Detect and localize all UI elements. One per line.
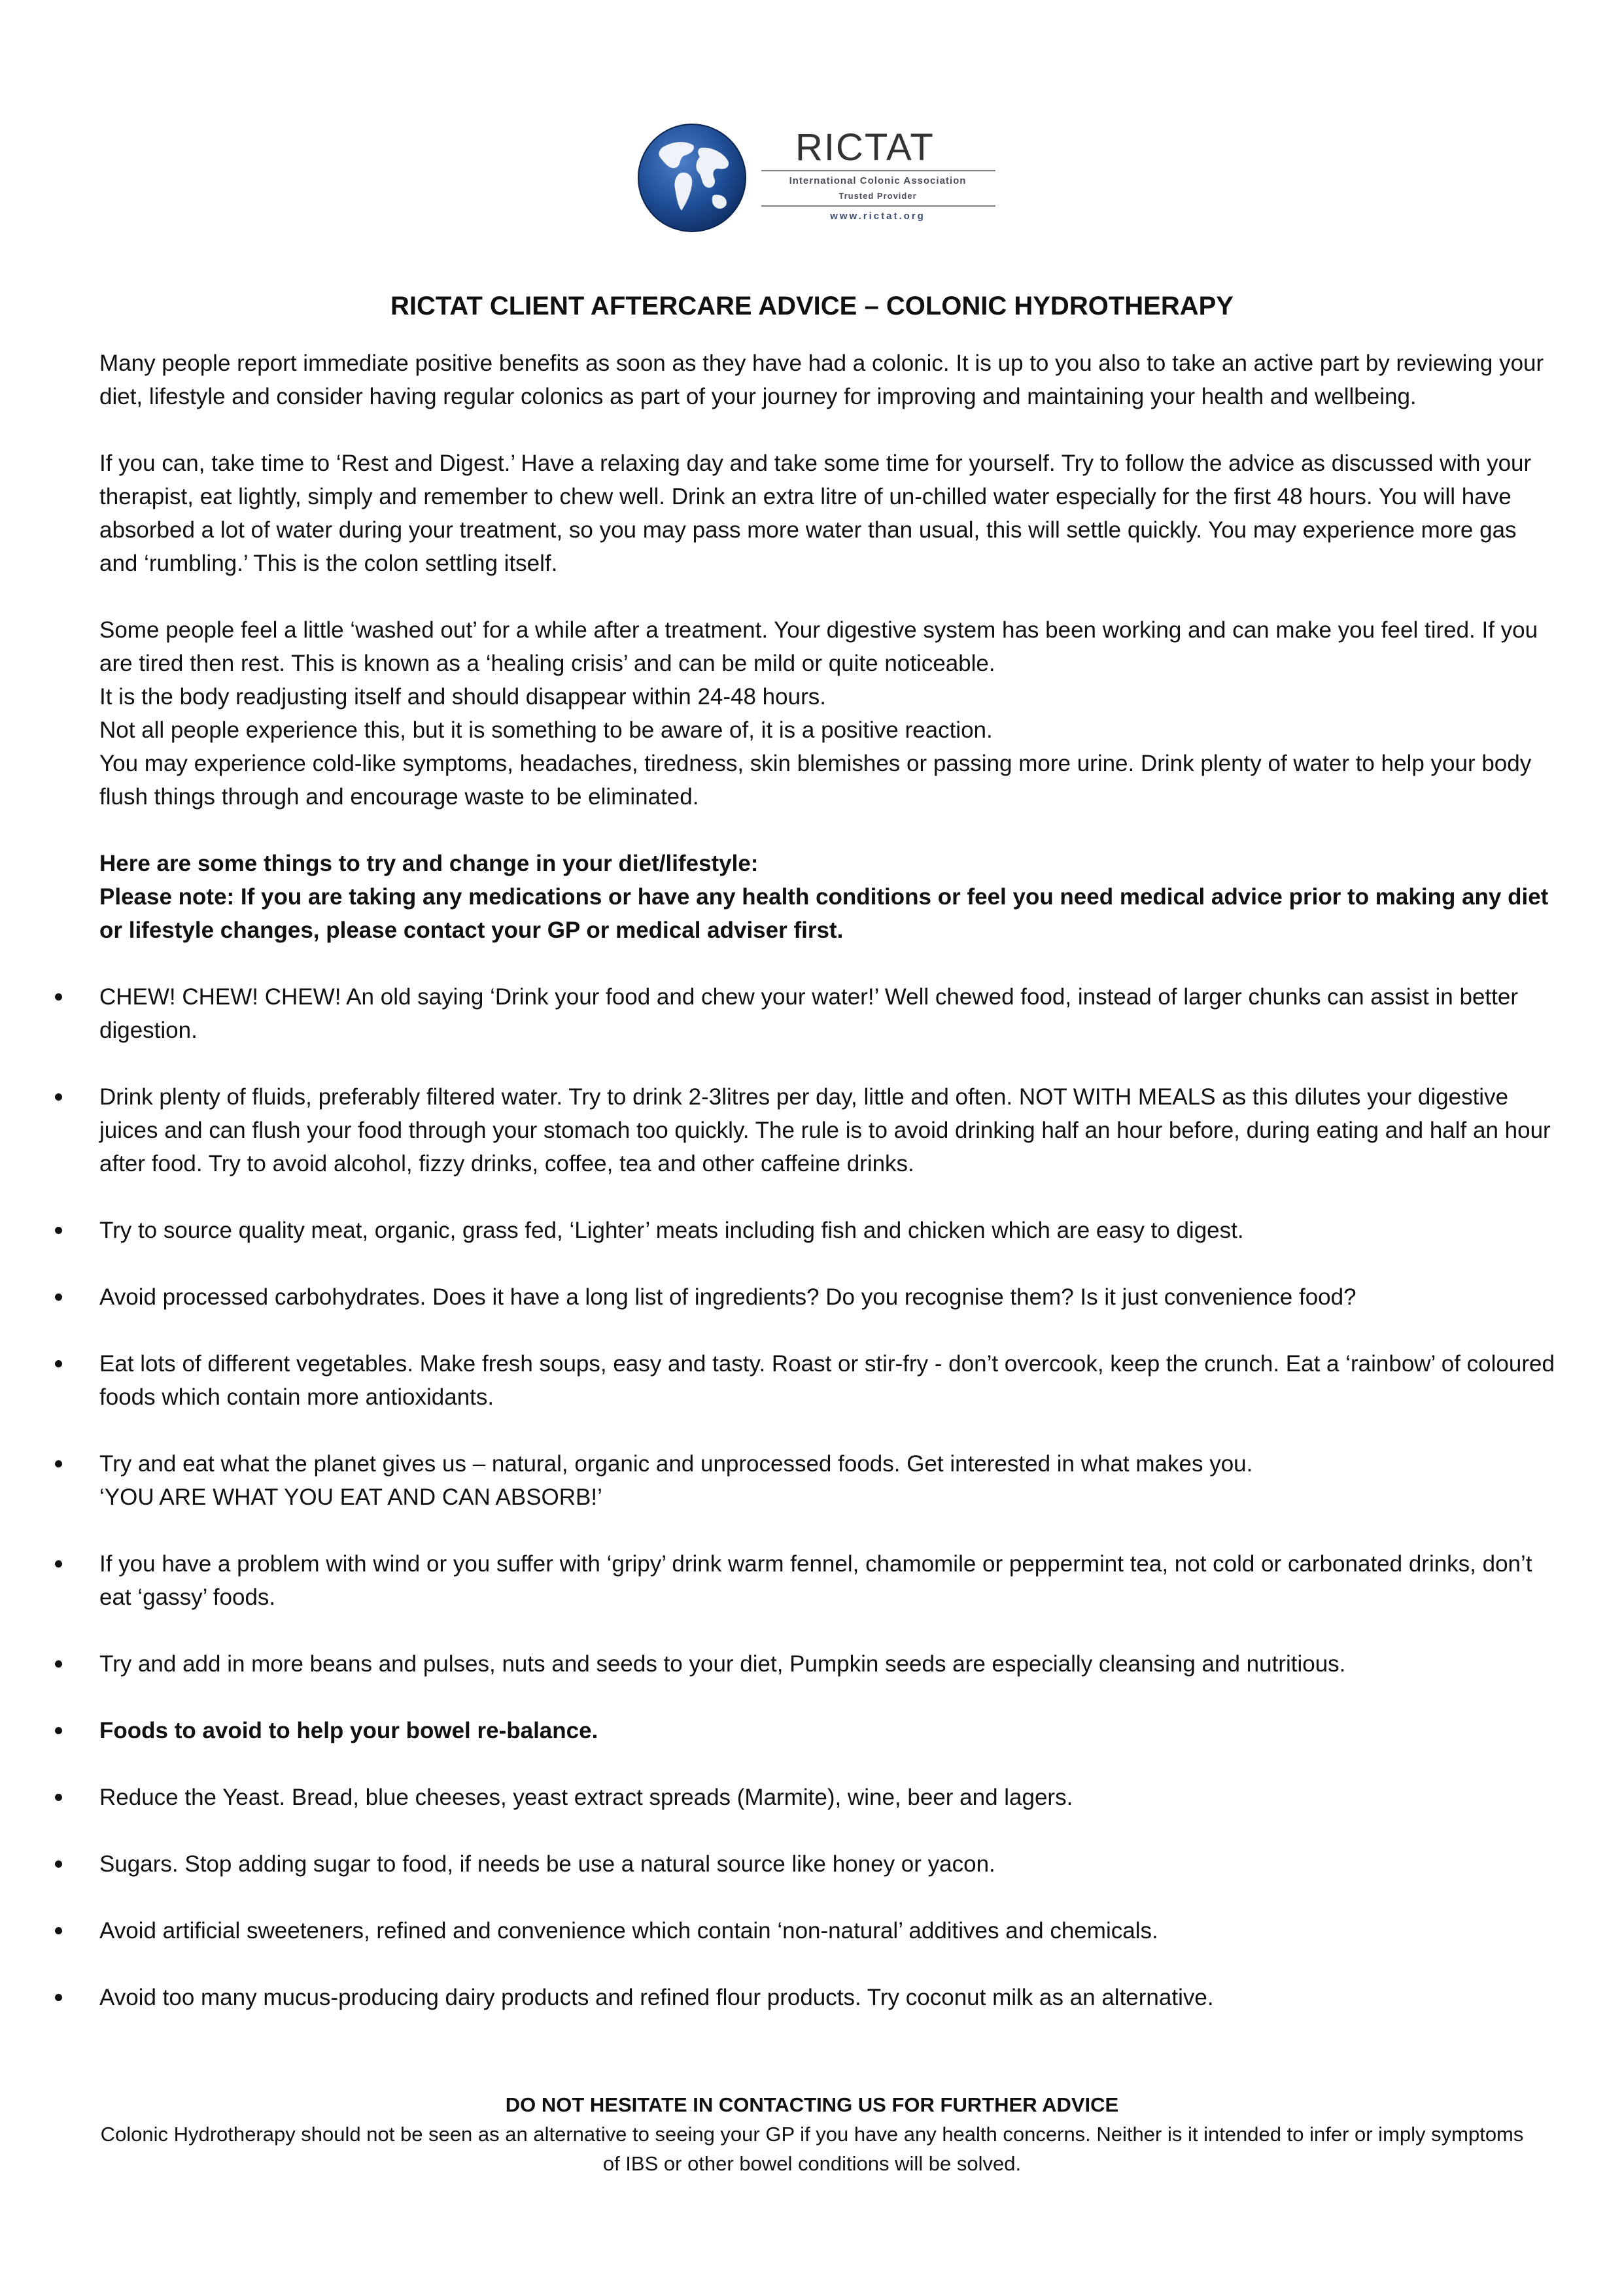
- list-item: Sugars. Stop adding sugar to food, if needs be use a natural source like honey or yacon.: [99, 1847, 1558, 1881]
- logo-provider: Trusted Provider: [838, 191, 917, 201]
- footer: [92, 2090, 1532, 2178]
- list-item: Avoid too many mucus-producing dairy products and refined flour products. Try coconut milk as an alternative.: [99, 1981, 1558, 2014]
- logo-rule-top: [761, 170, 995, 171]
- list-item: Avoid processed carbohydrates. Does it have a long list of ingredients? Do you recognise them? Is it just convenience food?: [99, 1280, 1558, 1314]
- washed-out-paragraph-2: It is the body readjusting itself and should disappear within 24-48 hours.: [99, 684, 826, 710]
- list-item: Avoid artificial sweeteners, refined and convenience which contain ‘non-natural’ additives and chemicals.: [99, 1914, 1558, 1947]
- diet-heading: Here are some things to try and change in your diet/lifestyle:: [99, 851, 759, 876]
- globe-icon: [636, 122, 748, 234]
- list-item: Try and add in more beans and pulses, nuts and seeds to your diet, Pumpkin seeds are especially cleansing and nutritious.: [99, 1647, 1558, 1681]
- footer-disclaimer: Colonic Hydrotherapy should not be seen as an alternative to seeing your GP if you have any health concerns. Neither is it intended to infer or imply symptoms of IBS or other bowel conditions will be solved.: [100, 2123, 1524, 2175]
- washed-out-paragraph-1: Some people feel a little ‘washed out’ for a while after a treatment. Your digestive system has been working and can make you feel tired. If you are tired then rest. This is known as a ‘healing crisis’ and can be mild or quite noticeable.: [99, 617, 1538, 676]
- logo-rule-bottom: [761, 205, 995, 207]
- list-item-text: Try and eat what the planet gives us – natural, organic and unprocessed foods. Get interested in what makes you.: [99, 1451, 1253, 1477]
- rictat-logo: [636, 119, 1015, 237]
- list-item: Try to source quality meat, organic, grass fed, ‘Lighter’ meats including fish and chicken which are easy to digest.: [99, 1214, 1558, 1247]
- intro-paragraph-2: If you can, take time to ‘Rest and Digest.’ Have a relaxing day and take some time for yourself. Try to follow the advice as discussed with your therapist, eat lightly, simply and remember to chew well. Drink an extra litre of un-chilled water especially for the first 48 hours. You will have absorbed a lot of water during your treatment, so you may pass more water than usual, this will settle quickly. You may experience more gas and ‘rumbling.’ This is the colon settling itself.: [99, 451, 1532, 576]
- list-item: If you have a problem with wind or you suffer with ‘gripy’ drink warm fennel, chamomile or peppermint tea, not cold or carbonated drinks, don’t eat ‘gassy’ foods.: [99, 1547, 1558, 1614]
- medical-note: Please note: If you are taking any medications or have any health conditions or feel you need medical advice prior to making any diet or lifestyle changes, please contact your GP or medical adviser first.: [99, 884, 1549, 943]
- document-title: RICTAT CLIENT AFTERCARE ADVICE – COLONIC HYDROTHERAPY: [390, 292, 1234, 320]
- list-item: Reduce the Yeast. Bread, blue cheeses, yeast extract spreads (Marmite), wine, beer and lagers.: [99, 1781, 1558, 1814]
- list-item-foods-to-avoid: Foods to avoid to help your bowel re-balance.: [99, 1714, 1558, 1747]
- list-item-motto: ‘YOU ARE WHAT YOU EAT AND CAN ABSORB!’: [99, 1484, 602, 1510]
- logo-title: RICTAT: [795, 126, 935, 169]
- document-body: [99, 347, 1558, 2048]
- washed-out-paragraph-4: You may experience cold-like symptoms, headaches, tiredness, skin blemishes or passing more urine. Drink plenty of water to help your body flush things through and encourage waste to be eliminated.: [99, 751, 1532, 810]
- advice-list: [99, 980, 1558, 2014]
- logo-url: www.rictat.org: [830, 211, 925, 222]
- footer-heading: DO NOT HESITATE IN CONTACTING US FOR FURTHER ADVICE: [505, 2093, 1119, 2116]
- list-item: Eat lots of different vegetables. Make fresh soups, easy and tasty. Roast or stir-fry - don’t overcook, keep the crunch. Eat a ‘rainbow’ of coloured foods which contain more antioxidants.: [99, 1347, 1558, 1414]
- list-item: Drink plenty of fluids, preferably filtered water. Try to drink 2-3litres per day, little and often. NOT WITH MEALS as this dilutes your digestive juices and can flush your food through your stomach too quickly. The rule is to avoid drinking half an hour before, during eating and half an hour after food. Try to avoid alcohol, fizzy drinks, coffee, tea and other caffeine drinks.: [99, 1080, 1558, 1180]
- list-item: [99, 1447, 1558, 1514]
- intro-paragraph-1: Many people report immediate positive benefits as soon as they have had a colonic. It is up to you also to take an active part by reviewing your diet, lifestyle and consider having regular colonics as part of your journey for improving and maintaining your health and wellbeing.: [99, 351, 1544, 409]
- list-item: CHEW! CHEW! CHEW! An old saying ‘Drink your food and chew your water!’ Well chewed food, instead of larger chunks can assist in better digestion.: [99, 980, 1558, 1047]
- washed-out-paragraph-3: Not all people experience this, but it is something to be aware of, it is a positive reaction.: [99, 717, 993, 743]
- logo-subtitle: International Colonic Association: [789, 175, 967, 186]
